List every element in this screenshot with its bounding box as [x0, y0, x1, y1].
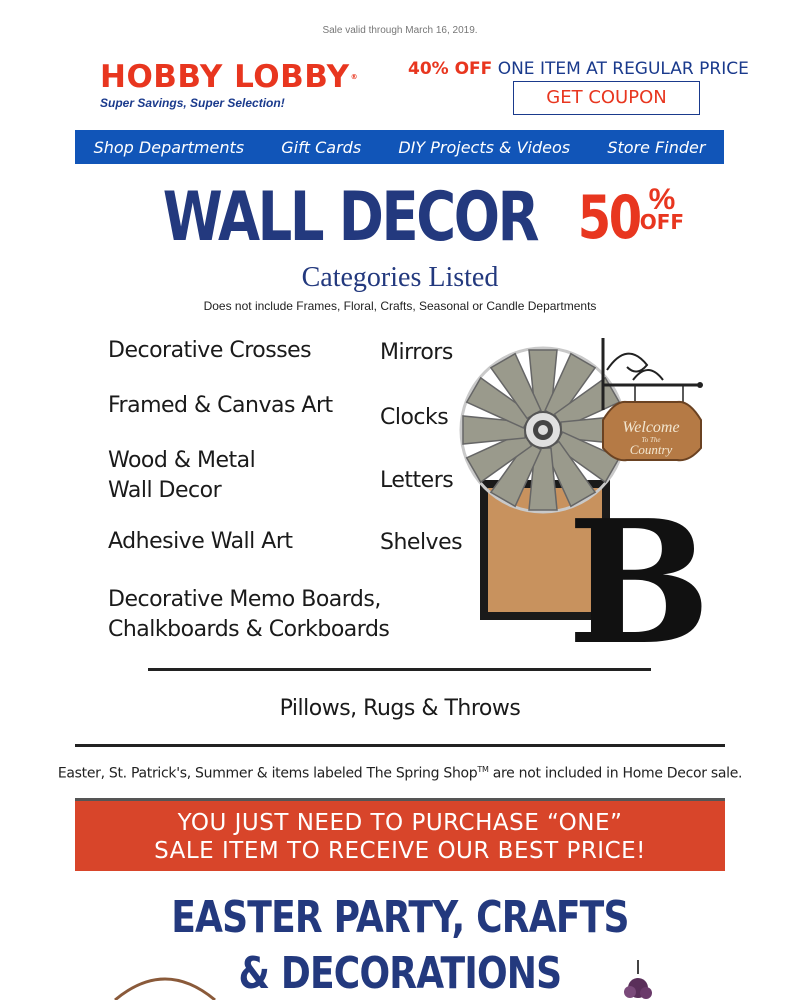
hobby-lobby-logo[interactable] [100, 60, 358, 94]
nav-gift-cards[interactable]: Gift Cards [281, 137, 362, 157]
category-line: Chalkboards & Corkboards [108, 617, 390, 642]
easter-headline-line-2: & DECORATIONS [238, 948, 562, 999]
exclusion-tail: are not included in Home Decor sale. [488, 765, 743, 782]
category-letters[interactable]: Letters [380, 468, 454, 493]
category-adhesive-wall-art[interactable]: Adhesive Wall Art [108, 529, 293, 554]
divider [148, 668, 651, 671]
logo-wordmark: HOBBY LOBBY [100, 59, 350, 95]
purchase-one-banner[interactable] [75, 801, 725, 871]
get-coupon-button[interactable]: GET COUPON [513, 81, 700, 115]
easter-headline-line-1: EASTER PARTY, CRAFTS [171, 892, 629, 943]
sign-country-text: Country [629, 442, 673, 457]
flower-decor-image [618, 960, 658, 1000]
category-decorative-crosses[interactable]: Decorative Crosses [108, 338, 312, 363]
promo-description: ONE ITEM AT REGULAR PRICE [497, 59, 749, 79]
categories-subhead: Categories Listed [301, 262, 499, 293]
wreath-image [110, 968, 230, 1000]
off-label: OFF [639, 209, 685, 234]
sign-welcome-text: Welcome [622, 419, 680, 436]
wall-decor-product-image [455, 330, 715, 660]
exclusion-text: Easter, St. Patrick's, Summer & items labeled The Spring Shop [57, 765, 478, 782]
metal-letter-b: B [567, 483, 711, 660]
preheader-text: Sale valid through March 16, 2019. [322, 25, 478, 36]
nav-diy-projects[interactable]: DIY Projects & Videos [398, 137, 571, 157]
divider [75, 744, 725, 747]
category-line: Wood & Metal [108, 448, 256, 473]
category-clocks[interactable]: Clocks [380, 405, 449, 430]
logo-tagline: Super Savings, Super Selection! [100, 96, 285, 110]
nav-store-finder[interactable]: Store Finder [607, 137, 706, 157]
category-wood-metal-wall-decor[interactable] [108, 446, 255, 506]
banner-line-2: SALE ITEM TO RECEIVE OUR BEST PRICE! [154, 838, 646, 864]
sale-headline[interactable] [0, 178, 800, 257]
category-shelves[interactable]: Shelves [380, 530, 463, 555]
headline-discount [570, 183, 684, 253]
sign-to-the-text: To The [641, 436, 661, 444]
category-mirrors[interactable]: Mirrors [380, 340, 453, 365]
headline-wall-decor: WALL DECOR [162, 178, 538, 257]
registered-mark: ® [350, 73, 359, 81]
department-disclaimer: Does not include Frames, Floral, Crafts, Seasonal or Candle Departments [203, 299, 597, 313]
banner-line-1: YOU JUST NEED TO PURCHASE “ONE” [177, 810, 623, 836]
category-line: Decorative Memo Boards, [108, 587, 381, 612]
category-pillows-rugs-throws[interactable]: Pillows, Rugs & Throws [279, 696, 521, 721]
main-nav [75, 130, 724, 164]
category-framed-canvas-art[interactable]: Framed & Canvas Art [108, 393, 333, 418]
nav-shop-departments[interactable]: Shop Departments [93, 137, 245, 157]
exclusion-note [0, 765, 800, 782]
promo-text [408, 59, 749, 79]
promo-percent: 40% OFF [408, 59, 493, 79]
percent-sign: % [648, 182, 676, 216]
discount-number: 50 [578, 182, 640, 253]
category-memo-boards[interactable] [108, 585, 389, 645]
trademark-mark: TM [477, 765, 489, 774]
category-line: Wall Decor [108, 478, 222, 503]
